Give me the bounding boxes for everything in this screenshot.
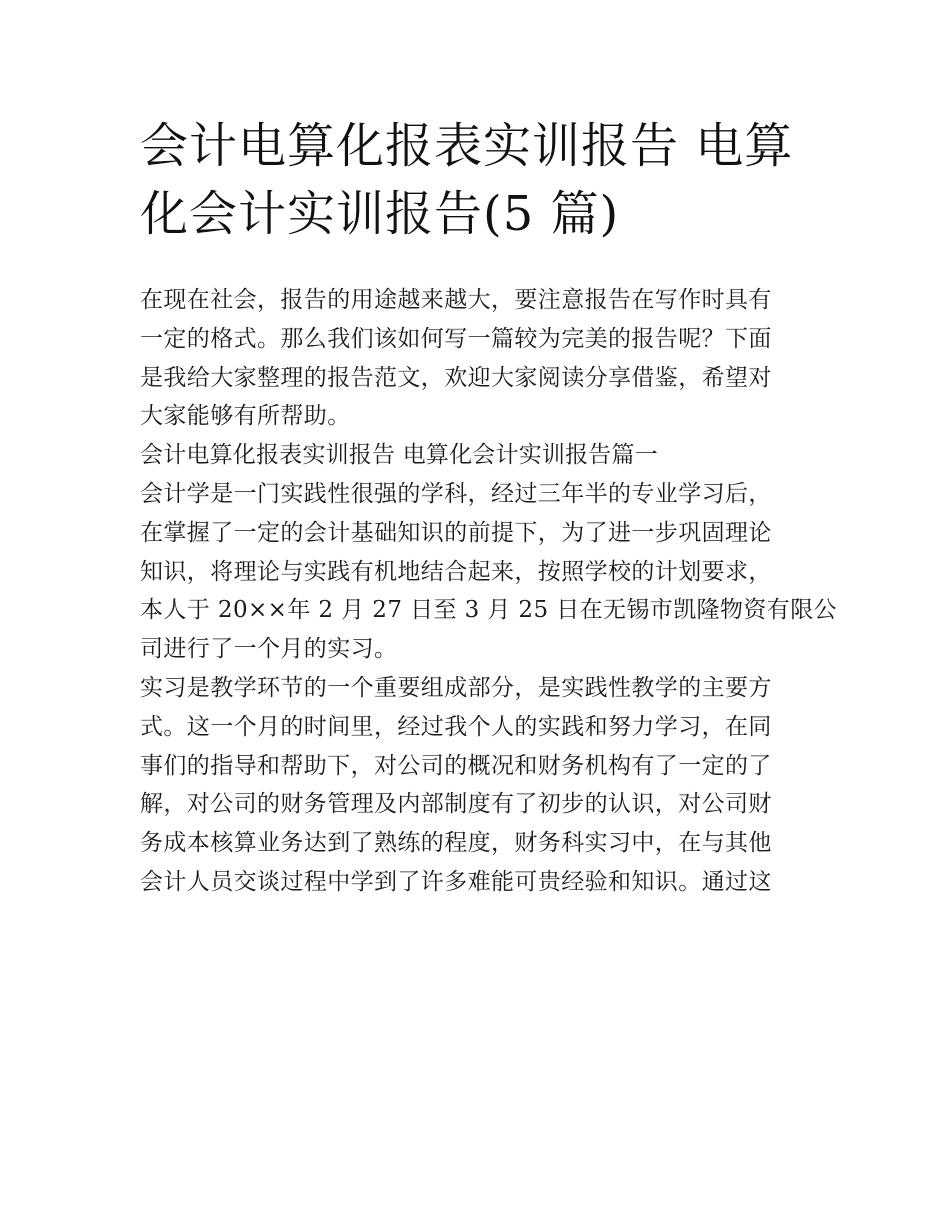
text-line: 司进行了一个月的实习。 (140, 636, 398, 663)
text-line: 事们的指导和帮助下，对公司的概况和财务机构有了一定的了 (140, 752, 772, 779)
title-line: 化会计实训报告(5 篇) (140, 186, 620, 242)
text-line: 在现在社会，报告的用途越来越大，要注意报告在写作时具有 (140, 287, 772, 313)
text-line: 解，对公司的财务管理及内部制度有了初步的认识，对公司财 (140, 791, 772, 818)
text-line: 知识，将理论与实践有机地结合起来，按照学校的计划要求， (140, 558, 772, 585)
section-heading: 会计电算化报表实训报告 电算化会计实训报告篇一 (140, 442, 658, 469)
text-line: 会计人员交谈过程中学到了许多难能可贵经验和知识。通过这 (140, 868, 772, 895)
intro-paragraph (140, 281, 820, 436)
document-title (140, 112, 820, 248)
text-line: 会计学是一门实践性很强的学科，经过三年半的专业学习后， (140, 480, 772, 507)
text-line: 在掌握了一定的会计基础知识的前提下，为了进一步巩固理论 (140, 519, 772, 546)
text-line: 实习是教学环节的一个重要组成部分，是实践性教学的主要方 (140, 674, 772, 701)
body-paragraph-2 (140, 669, 820, 902)
title-line: 会计电算化报表实训报告 电算 (140, 118, 794, 174)
text-line: 是我给大家整理的报告范文，欢迎大家阅读分享借鉴，希望对 (140, 364, 772, 391)
text-line: 务成本核算业务达到了熟练的程度，财务科实习中，在与其他 (140, 830, 772, 857)
text-line: 式。这一个月的时间里，经过我个人的实践和努力学习，在同 (140, 713, 772, 740)
text-line: 一定的格式。那么我们该如何写一篇较为完美的报告呢？下面 (140, 325, 772, 352)
body-paragraph-1 (140, 475, 838, 669)
text-line: 本人于 20××年 2 月 27 日至 3 月 25 日在无锡市凯隆物资有限公 (140, 597, 838, 624)
text-line: 大家能够有所帮助。 (140, 403, 351, 430)
document-body (140, 281, 838, 902)
